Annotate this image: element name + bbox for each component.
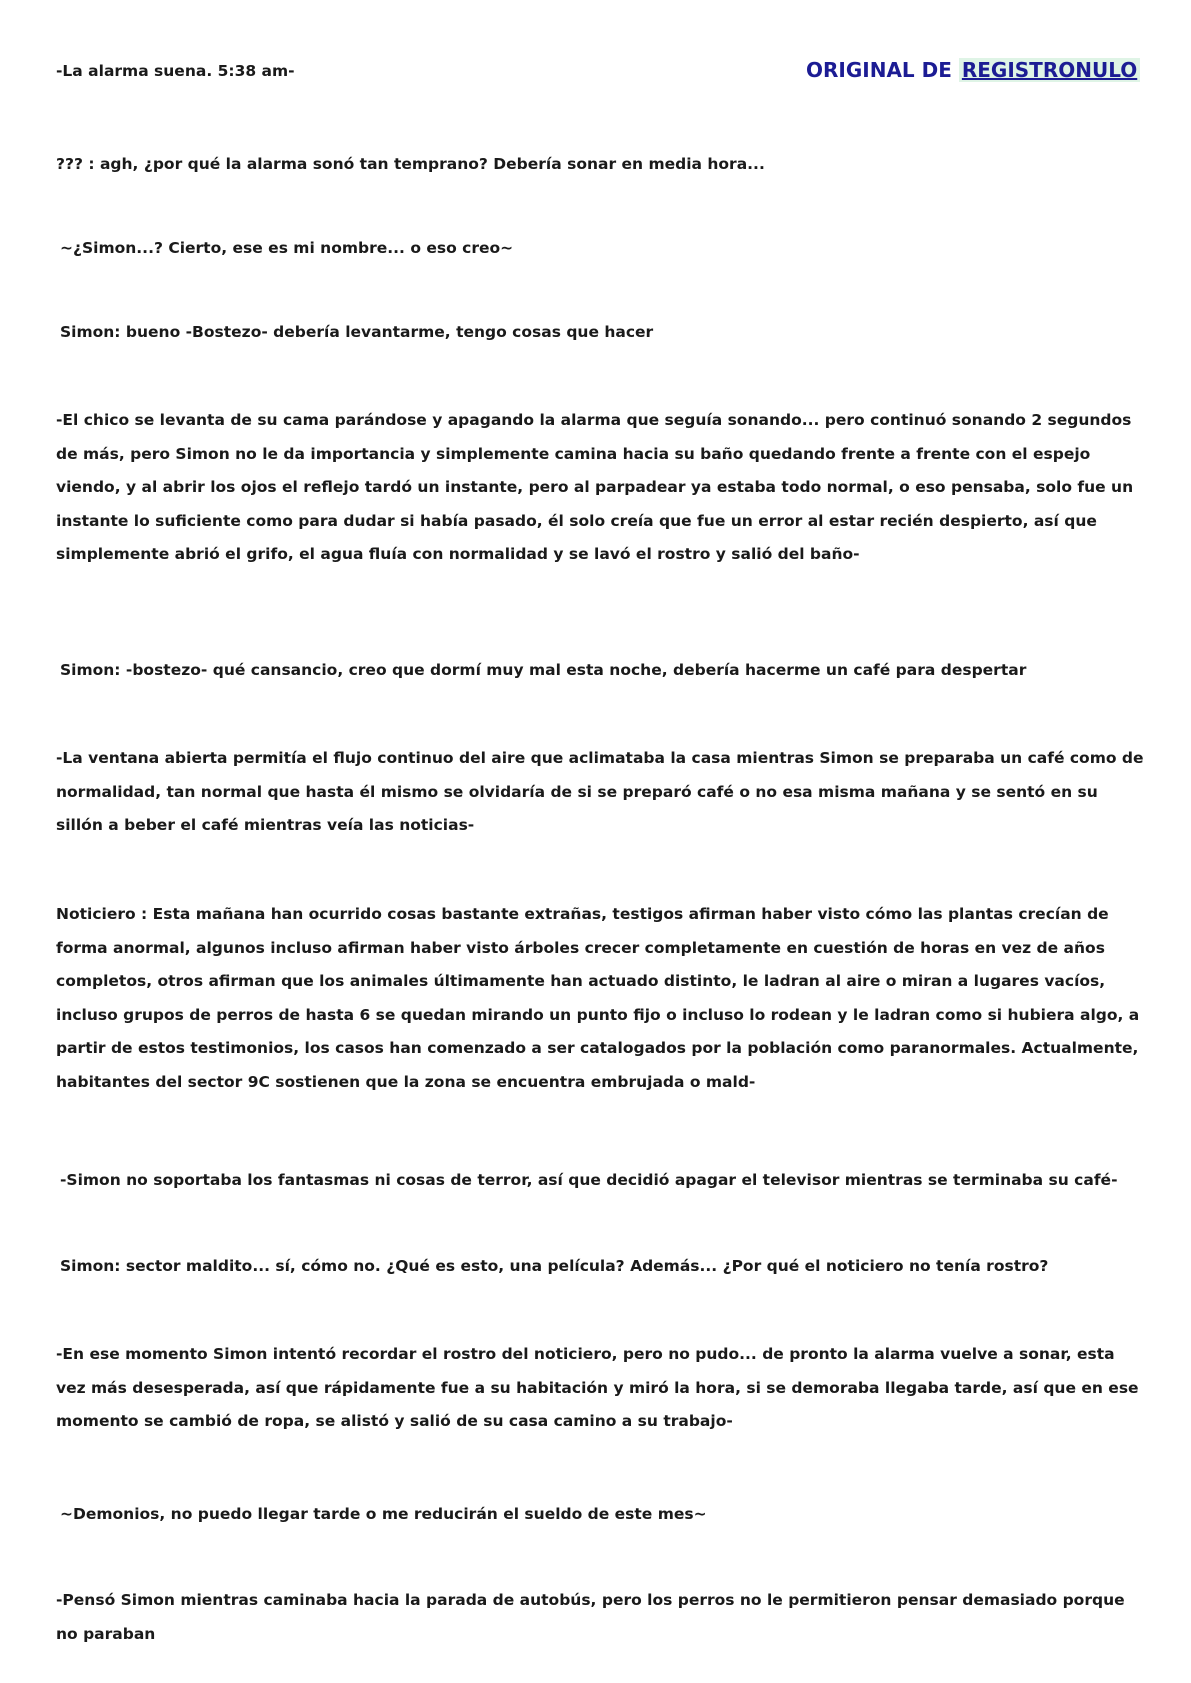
brand-link[interactable]: REGISTRONULO: [959, 58, 1140, 82]
paragraph-6: -La ventana abierta permitía el flujo continuo del aire que aclimataba la casa mientras Simon se preparaba un café como de normalidad, tan normal que hasta él mismo se olvidaría de si se preparó café o no esa misma mañana y se sentó en su sillón a beber el café mientras veía las noticias-: [56, 749, 1144, 834]
paragraph-3: Simon: bueno -Bostezo- debería levantarme, tengo cosas que hacer: [60, 323, 654, 341]
paragraph-11: ~Demonios, no puedo llegar tarde o me reducirán el sueldo de este mes~: [60, 1505, 707, 1523]
alarm-line: -La alarma suena. 5:38 am-: [56, 62, 295, 80]
brand-prefix: ORIGINAL DE: [806, 58, 952, 82]
paragraph-8: -Simon no soportaba los fantasmas ni cosas de terror, así que decidió apagar el televisor mientras se terminaba su café-: [60, 1171, 1118, 1189]
paragraph-2: ~¿Simon...? Cierto, ese es mi nombre... o eso creo~: [60, 239, 514, 257]
paragraph-7: Noticiero : Esta mañana han ocurrido cosas bastante extrañas, testigos afirman haber visto cómo las plantas crecían de forma anormal, algunos incluso afirman haber visto árboles crecer completamente en cuestión de horas en vez de años completos, otros afirman que los animales últimamente han actuado distinto, le ladran al aire o miran a lugares vacíos, incluso grupos de perros de hasta 6 se quedan mirando un punto fijo o incluso lo rodean y le ladran como si hubiera algo, a partir de estos testimonios, los casos han comenzado a ser catalogados por la población como paranormales. Actualmente, habitantes del sector 9C sostienen que la zona se encuentra embrujada o mald-: [56, 905, 1140, 1091]
brand-credit: [806, 58, 1140, 82]
paragraph-5: Simon: -bostezo- qué cansancio, creo que dormí muy mal esta noche, debería hacerme un café para despertar: [60, 661, 1027, 679]
paragraph-1: ??? : agh, ¿por qué la alarma sonó tan temprano? Debería sonar en media hora...: [56, 155, 765, 173]
paragraph-9: Simon: sector maldito... sí, cómo no. ¿Qué es esto, una película? Además... ¿Por qué el noticiero no tenía rostro?: [60, 1257, 1049, 1275]
paragraph-4: -El chico se levanta de su cama parándose y apagando la alarma que seguía sonando... pero continuó sonando 2 segundos de más, pero Simon no le da importancia y simplemente camina hacia su baño quedando frente a frente con el espejo viendo, y al abrir los ojos el reflejo tardó un instante, pero al parpadear ya estaba todo normal, o eso pensaba, solo fue un instante lo suficiente como para dudar si había pasado, él solo creía que fue un error al estar recién despierto, así que simplemente abrió el grifo, el agua fluía con normalidad y se lavó el rostro y salió del baño-: [56, 411, 1134, 563]
paragraph-12: -Pensó Simon mientras caminaba hacia la parada de autobús, pero los perros no le permitieron pensar demasiado porque no paraban: [56, 1591, 1125, 1643]
paragraph-10: -En ese momento Simon intentó recordar el rostro del noticiero, pero no pudo... de pronto la alarma vuelve a sonar, esta vez más desesperada, así que rápidamente fue a su habitación y miró la hora, si se demoraba llegaba tarde, así que en ese momento se cambió de ropa, se alistó y salió de su casa camino a su trabajo-: [56, 1345, 1139, 1430]
